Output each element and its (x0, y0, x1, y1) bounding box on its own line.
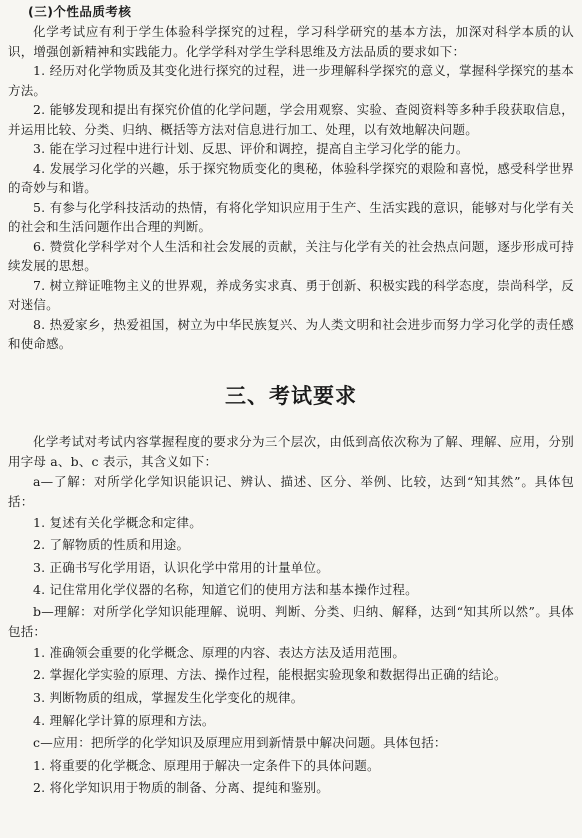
quality-item: 4. 发展学习化学的兴趣，乐于探究物质变化的奥秘，体验科学探究的艰险和喜悦，感受科学世界的奇妙与和谐。 (8, 160, 574, 195)
level-b-item: 2. 掌握化学实验的原理、方法、操作过程，能根据实验现象和数据得出正确的结论。 (33, 667, 507, 683)
exam-intro: 化学考试对考试内容掌握程度的要求分为三个层次，由低到高依次称为了解、理解、应用，分别用字母 a、b、c 表示，其含义如下： (8, 433, 574, 469)
quality-item: 7. 树立辩证唯物主义的世界观，养成务实求真、勇于创新、积极实践的科学态度，崇尚科学，反对迷信。 (8, 277, 574, 312)
level-a-item: 3. 正确书写化学用语，认识化学中常用的计量单位。 (33, 559, 329, 575)
quality-item: 1. 经历对化学物质及其变化进行探究的过程，进一步理解科学探究的意义，掌握科学探究的基本方法。 (8, 63, 574, 98)
level-a-item: 4. 记住常用化学仪器的名称，知道它们的使用方法和基本操作过程。 (33, 582, 418, 598)
level-c-item: 1. 将重要的化学概念、原理用于解决一定条件下的具体问题。 (33, 757, 380, 773)
quality-item: 2. 能够发现和提出有探究价值的化学问题，学会用观察、实验、查阅资料等多种手段获取信息，并运用比较、分类、归纳、概括等方法对信息进行加工、处理，以有效地解决问题。 (8, 102, 574, 137)
level-a-item: 2. 了解物质的性质和用途。 (33, 537, 190, 553)
level-a-item: 1. 复述有关化学概念和定律。 (33, 514, 202, 530)
quality-item: 3. 能在学习过程中进行计划、反思、评价和调控，提高自主学习化学的能力。 (33, 141, 469, 156)
quality-item: 6. 赞赏化学科学对个人生活和社会发展的贡献，关注与化学有关的社会热点问题，逐步形成可持续发展的思想。 (8, 238, 574, 273)
level-a-desc: a—了解：对所学化学知识能识记、辨认、描述、区分、举例、比较，达到“知其然”。具体包括： (8, 473, 574, 509)
quality-item: 8. 热爱家乡，热爱祖国，树立为中华民族复兴、为人类文明和社会进步而努力学习化学的责任感和使命感。 (8, 316, 574, 351)
level-b-item: 3. 判断物质的组成，掌握发生化学变化的规律。 (33, 690, 304, 706)
section-heading: (三)个性品质考核 (28, 4, 132, 19)
level-b-item: 4. 理解化学计算的原理和方法。 (33, 712, 215, 728)
level-b-desc: b—理解：对所学化学知识能理解、说明、判断、分类、归纳、解释，达到“知其所以然”。具体包括： (8, 603, 574, 639)
level-b-item: 1. 准确领会重要的化学概念、原理的内容、表达方法及适用范围。 (33, 644, 406, 660)
chapter-title: 三、考试要求 (225, 383, 357, 408)
level-c-desc: c—应用：把所学的化学知识及原理应用到新情景中解决问题。具体包括： (33, 735, 447, 751)
section-intro: 化学考试应有利于学生体验科学探究的过程，学习科学研究的基本方法，加深对科学本质的认识，增强创新精神和实践能力。化学学科对学生学科思维及方法品质的要求如下： (8, 24, 574, 59)
quality-item: 5. 有参与化学科技活动的热情，有将化学知识应用于生产、生活实践的意识，能够对与化学有关的社会和生活问题作出合理的判断。 (8, 199, 574, 234)
level-c-item: 2. 将化学知识用于物质的制备、分离、提纯和鉴别。 (33, 780, 329, 796)
